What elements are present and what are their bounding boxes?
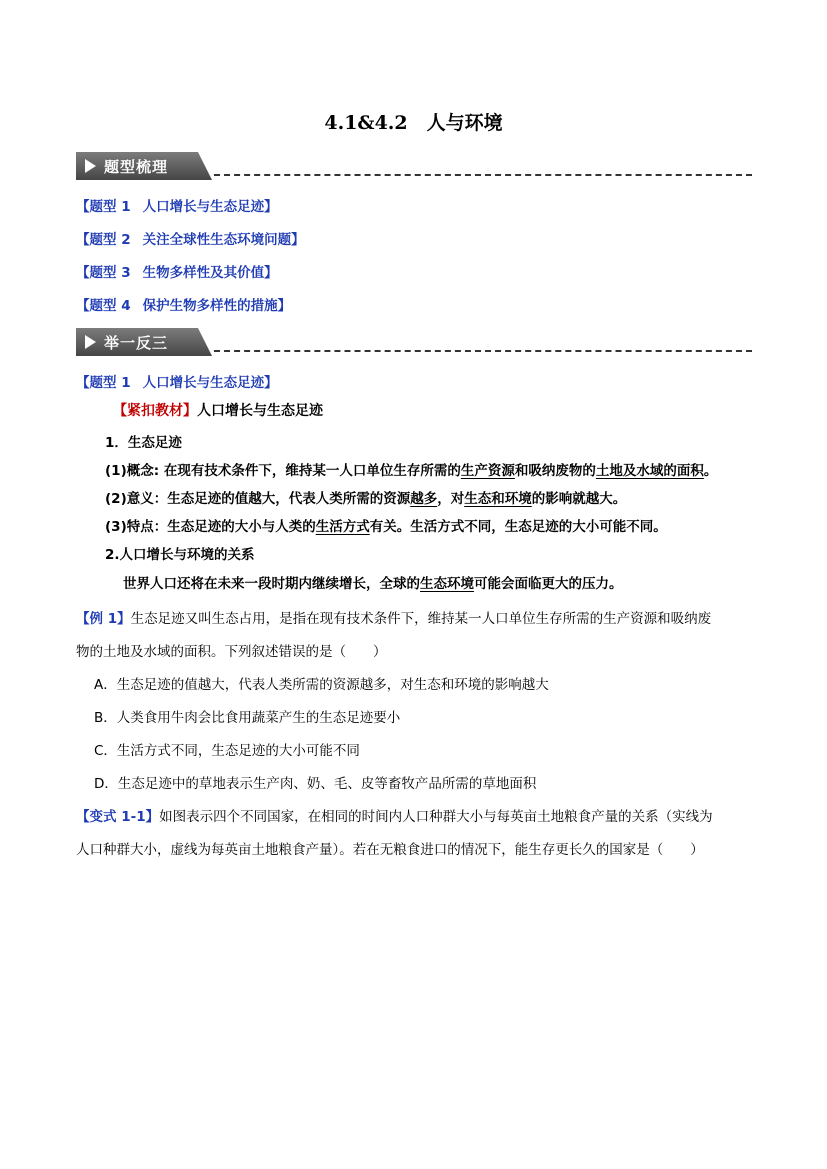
dashed-divider bbox=[214, 174, 752, 176]
text: (1)概念: 在现有技术条件下，维持某一人口单位生存所需的 bbox=[105, 463, 461, 479]
textbook-tag: 【紧扣教材】 bbox=[113, 403, 197, 419]
dashed-divider bbox=[214, 350, 752, 352]
variant-tag: 【变式 1-1】 bbox=[76, 809, 160, 825]
underlined-term: 土地及水域的面积 bbox=[595, 463, 704, 479]
text: 。 bbox=[703, 463, 718, 479]
point-relation bbox=[123, 572, 623, 592]
type-name: 人口增长与生态足迹】 bbox=[142, 375, 278, 391]
point-meaning bbox=[105, 487, 626, 507]
text: (2)意义：生态足迹的值越大，代表人类所需的资源 bbox=[105, 491, 411, 507]
text: 的影响就越大。 bbox=[531, 491, 627, 507]
option-c: C．生活方式不同，生态足迹的大小可能不同 bbox=[94, 743, 360, 759]
section-banner-types bbox=[76, 152, 752, 180]
type-number: 【题型 4 bbox=[76, 298, 131, 314]
type-name: 人口增长与生态足迹】 bbox=[142, 199, 278, 215]
play-triangle-icon bbox=[85, 159, 96, 173]
text: 和吸纳废物的 bbox=[514, 463, 596, 479]
section-heading bbox=[76, 371, 278, 391]
type-number: 【题型 2 bbox=[76, 232, 131, 248]
underlined-term: 生态环境 bbox=[420, 576, 474, 592]
banner-label: 题型梳理 bbox=[104, 158, 169, 176]
textbook-topic: 人口增长与生态足迹 bbox=[197, 403, 323, 419]
underlined-term: 生活方式 bbox=[315, 519, 370, 535]
variant-question-line1 bbox=[76, 805, 713, 825]
underlined-term: 越多 bbox=[410, 491, 438, 507]
subheading-relation: 2.人口增长与环境的关系 bbox=[105, 547, 255, 563]
type-name: 生物多样性及其价值】 bbox=[142, 265, 278, 281]
section-banner-practice bbox=[76, 328, 752, 356]
play-triangle-icon bbox=[85, 335, 96, 349]
point-concept bbox=[105, 459, 717, 479]
banner-label: 举一反三 bbox=[104, 334, 169, 352]
type-name: 保护生物多样性的措施】 bbox=[142, 298, 292, 314]
text: ，对 bbox=[437, 491, 465, 507]
example-question-line2: 物的土地及水域的面积。下列叙述错误的是（ ） bbox=[76, 644, 387, 660]
text: 世界人口还将在未来一段时期内继续增长，全球的 bbox=[123, 576, 420, 592]
type-list-item-2 bbox=[76, 228, 305, 248]
textbook-heading bbox=[113, 400, 323, 420]
type-list-item-1 bbox=[76, 195, 278, 215]
variant-question-line2: 人口种群大小，虚线为每英亩土地粮食产量）。若在无粮食进口的情况下，能生存更长久的国家是（ ） bbox=[76, 842, 704, 858]
type-number: 【题型 1 bbox=[76, 375, 131, 391]
point-feature bbox=[105, 515, 667, 535]
text: 可能会面临更大的压力。 bbox=[474, 576, 623, 592]
option-b: B．人类食用牛肉会比食用蔬菜产生的生态足迹要小 bbox=[94, 710, 401, 726]
option-d: D．生态足迹中的草地表示生产肉、奶、毛、皮等畜牧产品所需的草地面积 bbox=[94, 776, 537, 792]
text: (3)特点：生态足迹的大小与人类的 bbox=[105, 519, 316, 535]
subheading-footprint: 1．生态足迹 bbox=[105, 435, 182, 451]
underlined-term: 生态和环境 bbox=[464, 491, 532, 507]
underlined-term: 生产资源 bbox=[460, 463, 515, 479]
option-a: A．生态足迹的值越大，代表人类所需的资源越多，对生态和环境的影响越大 bbox=[94, 677, 549, 693]
question-text: 生态足迹又叫生态占用，是指在现有技术条件下，维持某一人口单位生存所需的生产资源和吸纳废 bbox=[130, 611, 712, 627]
type-number: 【题型 1 bbox=[76, 199, 131, 215]
example-question-line1 bbox=[76, 607, 711, 627]
type-number: 【题型 3 bbox=[76, 265, 131, 281]
type-list-item-3 bbox=[76, 261, 278, 281]
type-name: 关注全球性生态环境问题】 bbox=[142, 232, 305, 248]
type-list-item-4 bbox=[76, 294, 291, 314]
question-text: 如图表示四个不同国家，在相同的时间内人口种群大小与每英亩土地粮食产量的关系（实线为 bbox=[159, 809, 713, 825]
text: 有关。生活方式不同，生态足迹的大小可能不同。 bbox=[369, 519, 667, 535]
page-title: 4.1&4.2 人与环境 bbox=[324, 112, 503, 134]
example-tag: 【例 1】 bbox=[76, 611, 131, 627]
